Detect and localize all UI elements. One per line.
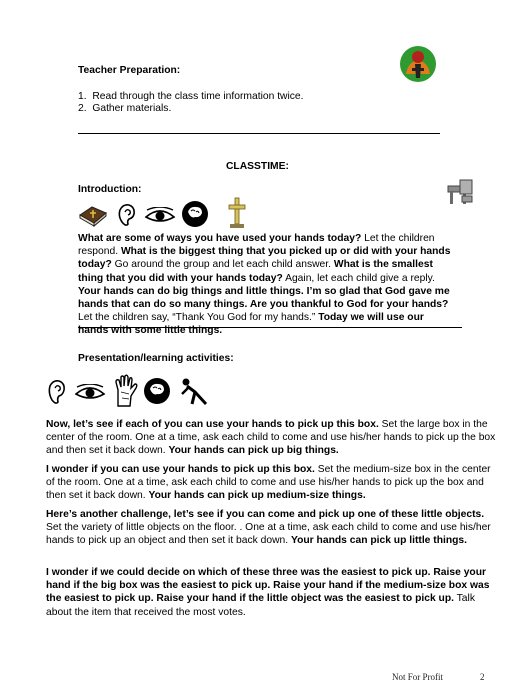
body-text: Go around the group and let each child answer. <box>111 259 334 271</box>
emphasis-text: Now, let’s see if each of you can use your hands to pick up this box. <box>46 419 379 430</box>
emphasis-text: I wonder if you can use your hands to pick up this box. <box>46 464 315 475</box>
emphasis-text: I wonder if we could decide on which of these three was the easiest to pick up. Raise your hand if the big box was the easiest to pick up. Raise your hand if the medium-size box was the easiest to pick up. Raise your hand if the little object was the easiest to pick up. <box>46 567 490 605</box>
prep-step-text: Read through the class time information twice. <box>92 91 304 102</box>
teacher-clipart-icon <box>398 44 438 84</box>
prep-step-number: 2. <box>78 103 87 114</box>
prep-step-2 <box>78 102 171 115</box>
school-desk-icon <box>444 178 476 208</box>
eye-icon <box>74 384 106 402</box>
cross-icon <box>226 196 248 230</box>
body-text: Talk about the item that received the most votes. <box>46 593 475 618</box>
emphasis-text: Your hands can pick up medium-size things. <box>148 490 366 502</box>
body-text: Set the variety of little objects on the floor. . One at a time, ask each child to come and use his/her hands to pick up an object and then set it back down. <box>46 522 491 547</box>
brain-icon <box>180 199 210 229</box>
emphasis-text: Your hands can pick up little things. <box>291 535 468 547</box>
introduction-heading: Introduction: <box>78 184 142 195</box>
emphasis-text: What is the biggest thing that you picked up or did with your hands today? <box>78 246 451 271</box>
body-text: Let the children respond. <box>78 233 435 258</box>
presentation-heading: Presentation/learning activities: <box>78 353 234 364</box>
classtime-heading: CLASSTIME: <box>226 161 289 172</box>
introduction-paragraph <box>78 232 456 338</box>
section-divider <box>78 327 462 328</box>
emphasis-text: Your hands can pick up big things. <box>168 445 339 457</box>
stretch-icon <box>178 376 210 406</box>
hand-icon <box>112 374 140 408</box>
body-text: Set the large box in the center of the room. One at a time, ask each child to come and use his/her hands to pick up the box and then set it back down. <box>46 419 496 457</box>
body-text: Again, let each child give a reply. <box>282 272 435 284</box>
emphasis-text: Here’s another challenge, let’s see if you can come and pick up one of these little objects. <box>46 509 485 520</box>
prep-step-number: 1. <box>78 91 87 102</box>
footer-note: Not For Profit <box>392 672 444 682</box>
activity-paragraph <box>46 566 498 619</box>
brain-icon <box>142 376 172 406</box>
emphasis-text: What are some of ways you have used your hands today? <box>78 233 362 244</box>
emphasis-text: What is the smallest thing that you did with your hands today? <box>78 259 433 284</box>
page-number: 2 <box>480 672 485 682</box>
prep-step-text: Gather materials. <box>92 103 172 114</box>
section-divider <box>78 133 440 134</box>
bible-icon <box>78 201 108 229</box>
activity-paragraph <box>46 508 498 548</box>
activity-paragraph <box>46 463 498 503</box>
body-text: Set the medium-size box in the center of the room. One at a time, ask each child to come and use his/her hands to pick up the box and then set it back down. <box>46 464 491 502</box>
activity-paragraph <box>46 418 498 458</box>
body-text: Let the children say, “Thank You God for my hands.” <box>78 312 319 324</box>
emphasis-text: Today we will use our hands with some little things. <box>78 312 424 337</box>
ear-icon <box>46 378 68 406</box>
eye-icon <box>144 207 176 225</box>
emphasis-text: Your hands can do big things and little things. I’m so glad that God gave me hands that can do so many things. Are you thankful to God for your hands? <box>78 285 450 311</box>
ear-icon <box>116 202 138 228</box>
teacher-prep-heading: Teacher Preparation: <box>78 65 181 76</box>
